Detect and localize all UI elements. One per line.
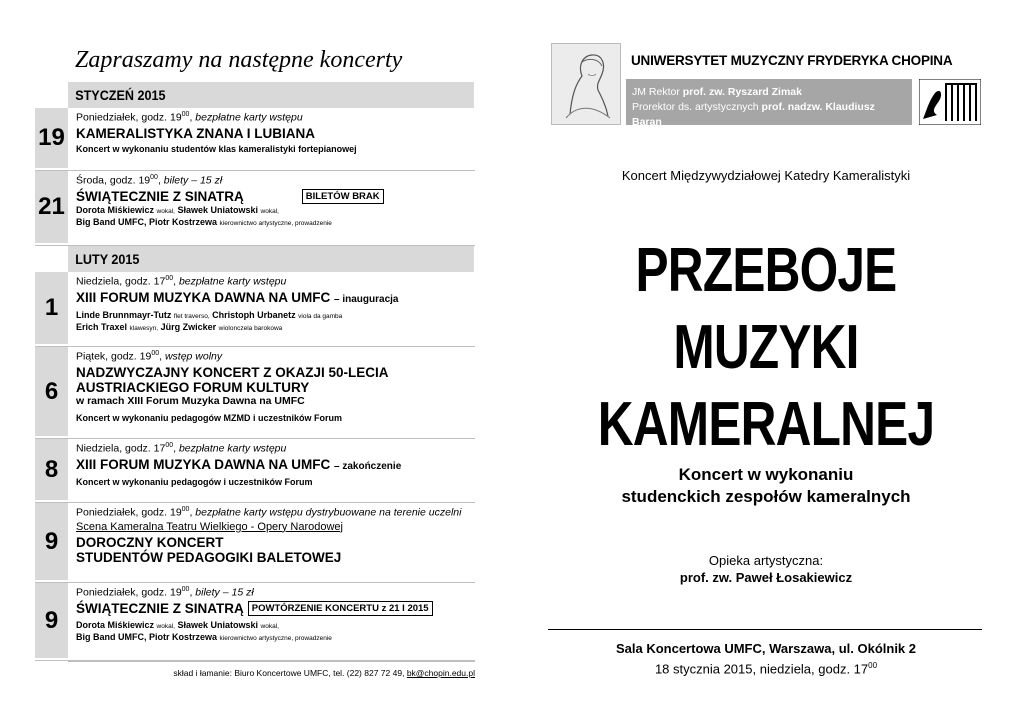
event-row: 1 Niedziela, godz. $17^{00}$, bezpłatne karty wstępu XIII FORUM MUZYKA DAWNA NA UMFC – inauguracja Linde Brunnmayr-Tutz flet traverso, Christoph Urbanetz viola da gamba Erich Traxel klawesyn, Jürg Zwicker wiolonczela barokowa	[35, 272, 475, 347]
event-time: Niedziela, godz. 17	[76, 275, 166, 288]
performer-name: Linde Brunnmayr-Tutz	[76, 309, 172, 320]
event-time: Piątek, godz. 19	[76, 350, 152, 363]
university-logo-icon	[919, 79, 981, 125]
event-day: 1	[35, 272, 68, 346]
repeat-badge: POWTÓRZENIE KONCERTU z 21 I 2015	[248, 601, 433, 616]
university-name: UNIWERSYTET MUZYCZNY FRYDERYKA CHOPINA	[631, 53, 953, 68]
event-title: AUSTRIACKIEGO FORUM KULTURY	[76, 379, 310, 395]
performer-name: Christoph Urbanetz	[212, 309, 296, 320]
event-ticket-info: bezpłatne karty wstępu dystrybuowane na terenie uczelni	[195, 506, 462, 519]
event-time: Niedziela, godz. 17	[76, 442, 166, 455]
performer-name: Dorota Miśkiewicz	[76, 205, 155, 216]
event-time: Środa, godz. 19	[76, 174, 151, 187]
venue-info: Sala Koncertowa UMFC, Warszawa, ul. Okólnik 2 18 stycznia 2015, niedziela, godz. $17^{00}$	[615, 641, 917, 677]
concert-date: 18 stycznia 2015, niedziela, godz. 17	[654, 661, 869, 677]
event-ticket-info: bilety – 15 zł	[195, 586, 254, 599]
authorities-bar: JM Rektor prof. zw. Ryszard Zimak Prorektor ds. artystycznych prof. nadzw. Klaudiusz Baran	[626, 79, 912, 125]
divider	[548, 629, 982, 630]
department-line: Koncert Międzywydziałowej Katedry Kameralistyki	[621, 168, 911, 183]
event-ticket-info: wstęp wolny	[164, 350, 223, 363]
concert-title: PRZEBOJE MUZYKI KAMERALNEJ	[597, 236, 935, 459]
performer-name: Dorota Miśkiewicz	[76, 620, 155, 631]
event-note: Koncert w wykonaniu pedagogów i uczestników Forum	[76, 476, 313, 487]
month-header-january: STYCZEŃ 2015	[68, 82, 474, 108]
event-row: 6 Piątek, godz. $19^{00}$, wstęp wolny NADZWYCZAJNY KONCERT Z OKAZJI 50-LECIA AUSTRIACKIEGO FORUM KULTURY w ramach XIII Forum Muzyka Dawna na UMFC Koncert w wykonaniu pedagogów MZMD i uczestników Forum	[35, 347, 475, 439]
event-title: KAMERALISTYKA ZNANA I LUBIANA	[76, 125, 315, 141]
prorector-name: prof. nadzw. Klaudiusz Baran	[632, 101, 875, 128]
university-banner	[551, 43, 981, 128]
event-title: ŚWIĄTECZNIE Z SINATRĄ	[76, 600, 244, 616]
event-day: 8	[35, 439, 68, 502]
event-note: Koncert w wykonaniu pedagogów MZMD i uczestników Forum	[76, 412, 343, 423]
event-day: 6	[35, 347, 68, 438]
sold-out-badge: BILETÓW BRAK	[302, 189, 384, 204]
rector-name: prof. zw. Ryszard Zimak	[682, 86, 802, 98]
event-title: DOROCZNY KONCERT	[76, 534, 224, 550]
event-subtitle: w ramach XIII Forum Muzyka Dawna na UMFC	[76, 394, 305, 407]
event-note: Koncert w wykonaniu studentów klas kameralistyki fortepianowej	[76, 143, 357, 154]
event-title: XIII FORUM MUZYKA DAWNA NA UMFC	[76, 289, 331, 305]
artistic-care: Opieka artystyczna: prof. zw. Paweł Łosakiewicz	[679, 553, 853, 585]
event-day: 9	[35, 583, 68, 660]
performer-name: Big Band UMFC, Piotr Kostrzewa	[76, 217, 218, 228]
event-time: Poniedziałek, godz. 19	[76, 586, 182, 599]
event-time: Poniedziałek, godz. 19	[76, 506, 182, 519]
event-ticket-info: bezpłatne karty wstępu	[178, 442, 287, 455]
contact-email-link[interactable]: bk@chopin.edu.pl	[406, 668, 475, 678]
performer-name: Sławek Uniatowski	[177, 620, 259, 631]
performer-name: Big Band UMFC, Piotr Kostrzewa	[76, 632, 218, 643]
performers-line: Koncert w wykonaniu studenckich zespołów kameralnych	[621, 465, 911, 506]
event-day: 21	[35, 171, 68, 245]
event-time: Poniedziałek, godz. 19	[76, 111, 182, 124]
event-venue: Scena Kameralna Teatru Wielkiego - Opery Narodowej	[76, 520, 343, 533]
schedule-heading: Zapraszamy na następne koncerty	[75, 47, 403, 73]
event-day: 9	[35, 503, 68, 582]
typesetting-credit: skład i łamanie: Biuro Koncertowe UMFC, tel. (22) 827 72 49, bk@chopin.edu.pl	[68, 661, 475, 678]
performer-name: Jürg Zwicker	[160, 321, 217, 332]
event-row: 8 Niedziela, godz. $17^{00}$, bezpłatne karty wstępu XIII FORUM MUZYKA DAWNA NA UMFC – zakończenie Koncert w wykonaniu pedagogów i uczestników Forum	[35, 439, 475, 503]
event-row: 9 Poniedziałek, godz. $19^{00}$, bilety – 15 zł ŚWIĄTECZNIE Z SINATRĄ POWTÓRZENIE KONCERTU z 21 I 2015 Dorota Miśkiewicz wokal, Sławek Uniatowski wokal, Big Band UMFC, Piotr Kostrzewa kierownictwo artystyczne, prowadzenie	[35, 583, 475, 661]
event-row: 9 Poniedziałek, godz. $19^{00}$, bezpłatne karty wstępu dystrybuowane na terenie uczelni Scena Kameralna Teatru Wielkiego - Opery Narodowej DOROCZNY KONCERT STUDENTÓW PEDAGOGIKI BALETOWEJ	[35, 503, 475, 583]
event-ticket-info: bilety – 15 zł	[163, 174, 223, 187]
month-header-february: LUTY 2015	[68, 246, 474, 272]
event-title: NADZWYCZAJNY KONCERT Z OKAZJI 50-LECIA	[76, 364, 389, 380]
chopin-portrait-image	[551, 43, 621, 125]
event-title: XIII FORUM MUZYKA DAWNA NA UMFC	[76, 456, 331, 472]
event-title: ŚWIĄTECZNIE Z SINATRĄ	[76, 188, 244, 204]
venue-address: Sala Koncertowa UMFC, Warszawa, ul. Okólnik 2	[615, 641, 917, 656]
concert-schedule	[35, 40, 475, 678]
event-ticket-info: bezpłatne karty wstępu	[195, 111, 303, 124]
event-row: 19 Poniedziałek, godz. $19^{00}$, bezpłatne karty wstępu KAMERALISTYKA ZNANA I LUBIANA Koncert w wykonaniu studentów klas kameralistyki fortepianowej	[35, 108, 475, 171]
event-ticket-info: bezpłatne karty wstępu	[178, 275, 287, 288]
artistic-director-name: prof. zw. Paweł Łosakiewicz	[679, 570, 853, 585]
event-row: 21 Środa, godz. $19^{00}$, bilety – 15 zł ŚWIĄTECZNIE Z SINATRĄ BILETÓW BRAK Dorota Miśkiewicz wokal, Sławek Uniatowski wokal, Big Band UMFC, Piotr Kostrzewa kierownictwo artystyczne, prowadzenie	[35, 171, 475, 246]
performer-name: Sławek Uniatowski	[177, 205, 259, 216]
event-day: 19	[35, 108, 68, 170]
event-title: STUDENTÓW PEDAGOGIKI BALETOWEJ	[76, 549, 342, 565]
performer-name: Erich Traxel	[76, 321, 128, 332]
